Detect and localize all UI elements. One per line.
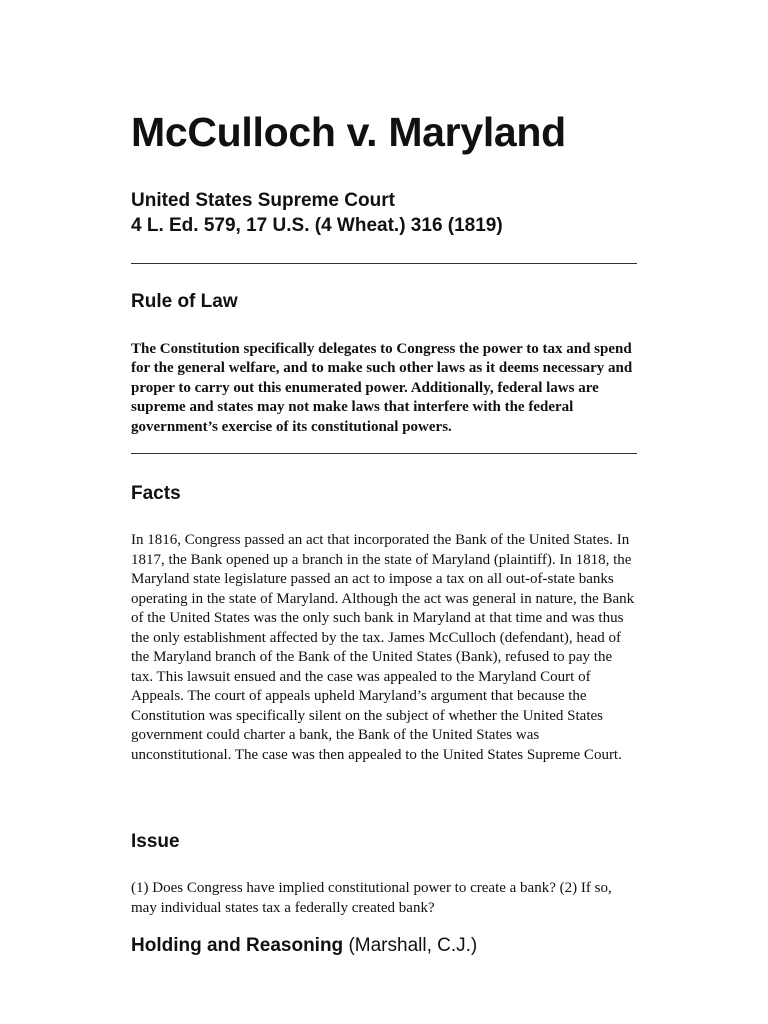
case-title: McCulloch v. Maryland [131, 109, 566, 155]
issue-text: (1) Does Congress have implied constitutional power to create a bank? (2) If so, may individual states tax a federally created bank? [131, 880, 612, 916]
section-divider [131, 453, 637, 454]
facts-heading: Facts [131, 483, 181, 504]
section-divider [131, 263, 637, 264]
holding-heading-label: Holding and Reasoning [131, 935, 344, 956]
issue-heading: Issue [131, 831, 180, 852]
court-name: United States Supreme Court [131, 190, 395, 211]
rule-of-law-text: The Constitution specifically delegates to Congress the power to tax and spend for the general welfare, and to make such other laws as it deems necessary and proper to carry out this enumerated power. Additionally, federal laws are supreme and states may not make laws that interfere with the federal government’s exercise of its constitutional powers. [131, 341, 633, 435]
holding-heading [131, 934, 477, 958]
holding-judge: (Marshall, C.J.) [348, 935, 478, 956]
case-subtitle [131, 188, 503, 238]
rule-of-law-heading: Rule of Law [131, 291, 238, 312]
case-citation: 4 L. Ed. 579, 17 U.S. (4 Wheat.) 316 (1819) [131, 215, 503, 236]
facts-text: In 1816, Congress passed an act that incorporated the Bank of the United States. In 1817, the Bank opened up a branch in the state of Maryland (plaintiff). In 1818, the Maryland state legislature passed an act to impose a tax on all out-of-state banks operating in the state of Maryland. Although the act was general in nature, the Bank of the United States was the only such bank in Maryland at that time and was thus the only establishment affected by the tax. James McCulloch (defendant), head of the Maryland branch of the Bank of the United States (Bank), refused to pay the tax. This lawsuit ensued and the case was appealed to the Maryland Court of Appeals. The court of appeals upheld Maryland’s argument that because the Constitution was specifically silent on the subject of whether the United States government could charter a bank, the Bank of the United States was unconstitutional. The case was then appealed to the United States Supreme Court. [131, 532, 635, 763]
